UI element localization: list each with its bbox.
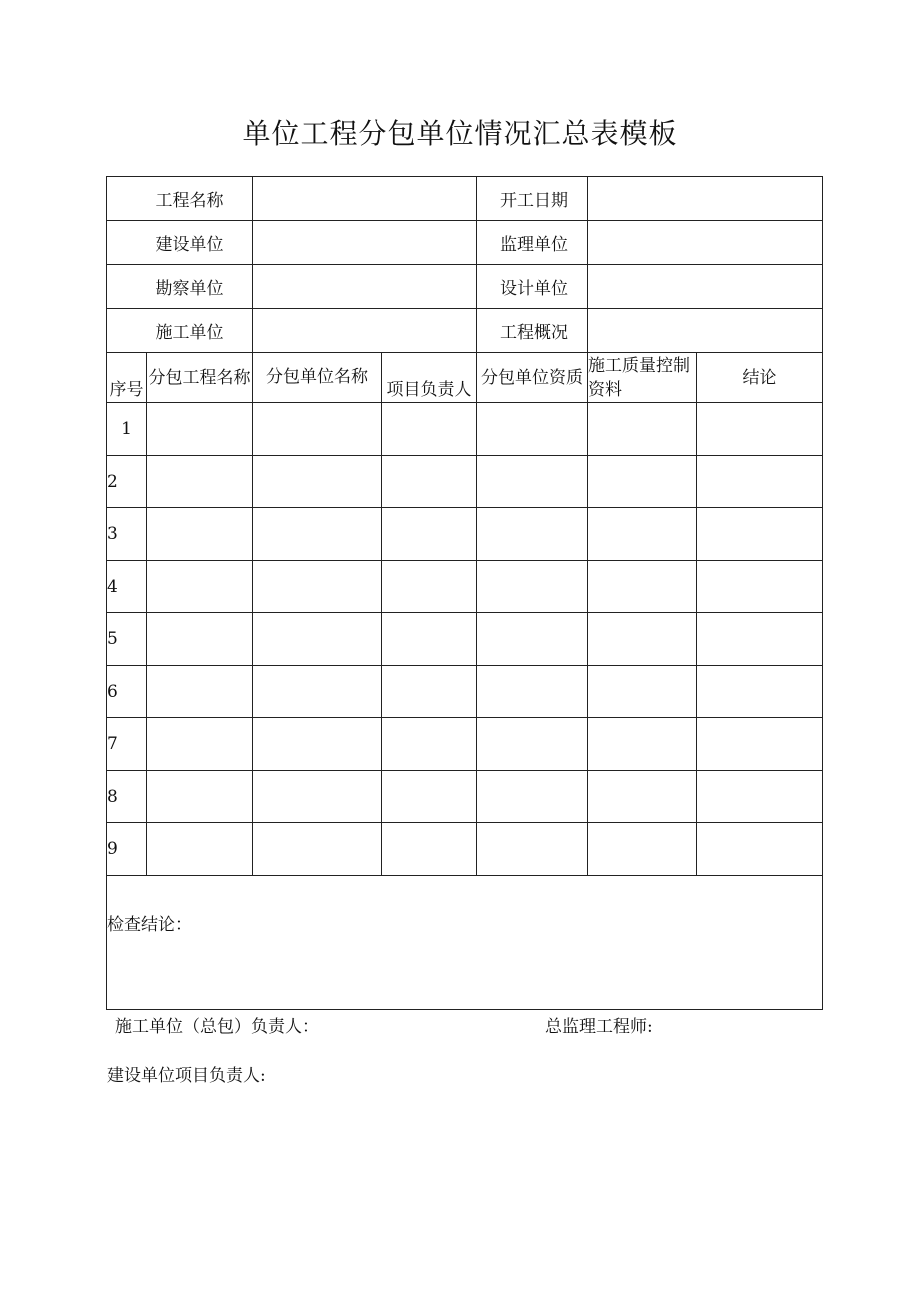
table-cell[interactable] xyxy=(382,403,477,456)
table-cell[interactable] xyxy=(697,561,823,613)
row-number: 1 xyxy=(107,403,147,456)
header-quality-docs: 施工质量控制资料 xyxy=(588,353,697,403)
info-label: 工程名称 xyxy=(107,177,253,221)
check-conclusion-label: 检查结论： xyxy=(107,915,192,935)
table-cell[interactable] xyxy=(588,823,697,876)
row-number: 7 xyxy=(107,718,147,771)
table-cell[interactable] xyxy=(253,771,382,823)
info-label: 开工日期 xyxy=(477,177,588,221)
column-header-row xyxy=(107,353,823,403)
table-cell[interactable] xyxy=(147,508,253,561)
table-cell[interactable] xyxy=(588,718,697,771)
table-cell[interactable] xyxy=(697,508,823,561)
row-number: 8 xyxy=(107,771,147,823)
table-row xyxy=(107,666,823,718)
header-qualification: 分包单位资质 xyxy=(477,353,588,403)
table-row xyxy=(107,508,823,561)
table-cell[interactable] xyxy=(147,718,253,771)
table-cell[interactable] xyxy=(382,613,477,666)
table-cell[interactable] xyxy=(147,823,253,876)
info-label: 施工单位 xyxy=(107,309,253,353)
table-cell[interactable] xyxy=(588,771,697,823)
header-manager: 项目负责人 xyxy=(382,353,477,403)
table-cell[interactable] xyxy=(253,613,382,666)
table-cell[interactable] xyxy=(697,771,823,823)
table-cell[interactable] xyxy=(588,403,697,456)
table-cell[interactable] xyxy=(253,718,382,771)
table-row xyxy=(107,718,823,771)
info-value-cell[interactable] xyxy=(253,221,477,265)
table-cell[interactable] xyxy=(477,403,588,456)
info-row xyxy=(107,177,823,221)
header-sub-project: 分包工程名称 xyxy=(147,353,253,403)
info-value-cell[interactable] xyxy=(253,177,477,221)
table-cell[interactable] xyxy=(697,823,823,876)
table-cell[interactable] xyxy=(147,561,253,613)
table-cell[interactable] xyxy=(588,508,697,561)
row-number: 6 xyxy=(107,666,147,718)
supervisor-signature-label: 总监理工程师: xyxy=(545,1017,653,1037)
table-cell[interactable] xyxy=(477,561,588,613)
info-row xyxy=(107,221,823,265)
table-cell[interactable] xyxy=(588,666,697,718)
table-cell[interactable] xyxy=(253,403,382,456)
table-cell[interactable] xyxy=(147,613,253,666)
table-cell[interactable] xyxy=(382,666,477,718)
info-value-cell[interactable] xyxy=(588,265,823,309)
table-cell[interactable] xyxy=(588,613,697,666)
table-row xyxy=(107,613,823,666)
check-conclusion-cell[interactable] xyxy=(107,876,823,1010)
table-cell[interactable] xyxy=(147,666,253,718)
row-number: 9 xyxy=(107,823,147,876)
header-sub-unit: 分包单位名称 xyxy=(253,353,382,403)
table-cell[interactable] xyxy=(477,771,588,823)
info-value-cell[interactable] xyxy=(588,309,823,353)
check-conclusion-row xyxy=(107,876,823,1010)
table-cell[interactable] xyxy=(382,718,477,771)
table-cell[interactable] xyxy=(477,613,588,666)
info-row xyxy=(107,309,823,353)
info-value-cell[interactable] xyxy=(253,265,477,309)
table-cell[interactable] xyxy=(477,718,588,771)
table-row xyxy=(107,456,823,508)
table-cell[interactable] xyxy=(382,508,477,561)
table-cell[interactable] xyxy=(477,666,588,718)
table-cell[interactable] xyxy=(382,771,477,823)
row-number: 2 xyxy=(107,456,147,508)
table-cell[interactable] xyxy=(382,823,477,876)
info-label: 设计单位 xyxy=(477,265,588,309)
table-cell[interactable] xyxy=(382,456,477,508)
table-cell[interactable] xyxy=(253,561,382,613)
table-cell[interactable] xyxy=(697,613,823,666)
table-cell[interactable] xyxy=(477,823,588,876)
table-cell[interactable] xyxy=(253,823,382,876)
table-cell[interactable] xyxy=(697,718,823,771)
table-row xyxy=(107,403,823,456)
page-title: 单位工程分包单位情况汇总表模板 xyxy=(242,117,678,150)
table-cell[interactable] xyxy=(588,561,697,613)
info-value-cell[interactable] xyxy=(253,309,477,353)
table-cell[interactable] xyxy=(147,403,253,456)
row-number: 3 xyxy=(107,508,147,561)
info-label: 监理单位 xyxy=(477,221,588,265)
table-cell[interactable] xyxy=(477,456,588,508)
header-conclusion: 结论 xyxy=(697,353,823,403)
owner-signature-label: 建设单位项目负责人: xyxy=(107,1066,266,1086)
table-cell[interactable] xyxy=(147,456,253,508)
table-cell[interactable] xyxy=(588,456,697,508)
table-cell[interactable] xyxy=(253,456,382,508)
table-row xyxy=(107,823,823,876)
row-number: 5 xyxy=(107,613,147,666)
table-cell[interactable] xyxy=(253,508,382,561)
info-label: 建设单位 xyxy=(107,221,253,265)
table-cell[interactable] xyxy=(147,771,253,823)
info-label: 工程概况 xyxy=(477,309,588,353)
table-cell[interactable] xyxy=(382,561,477,613)
table-cell[interactable] xyxy=(477,508,588,561)
info-value-cell[interactable] xyxy=(588,177,823,221)
table-cell[interactable] xyxy=(253,666,382,718)
info-value-cell[interactable] xyxy=(588,221,823,265)
table-cell[interactable] xyxy=(697,666,823,718)
table-row xyxy=(107,561,823,613)
table-cell[interactable] xyxy=(697,456,823,508)
header-seq: 序号 xyxy=(107,353,147,403)
info-row xyxy=(107,265,823,309)
row-number: 4 xyxy=(107,561,147,613)
table-row xyxy=(107,771,823,823)
info-label: 勘察单位 xyxy=(107,265,253,309)
table-cell[interactable] xyxy=(697,403,823,456)
contractor-signature-label: 施工单位（总包）负责人： xyxy=(115,1017,319,1037)
summary-table xyxy=(106,176,823,1010)
